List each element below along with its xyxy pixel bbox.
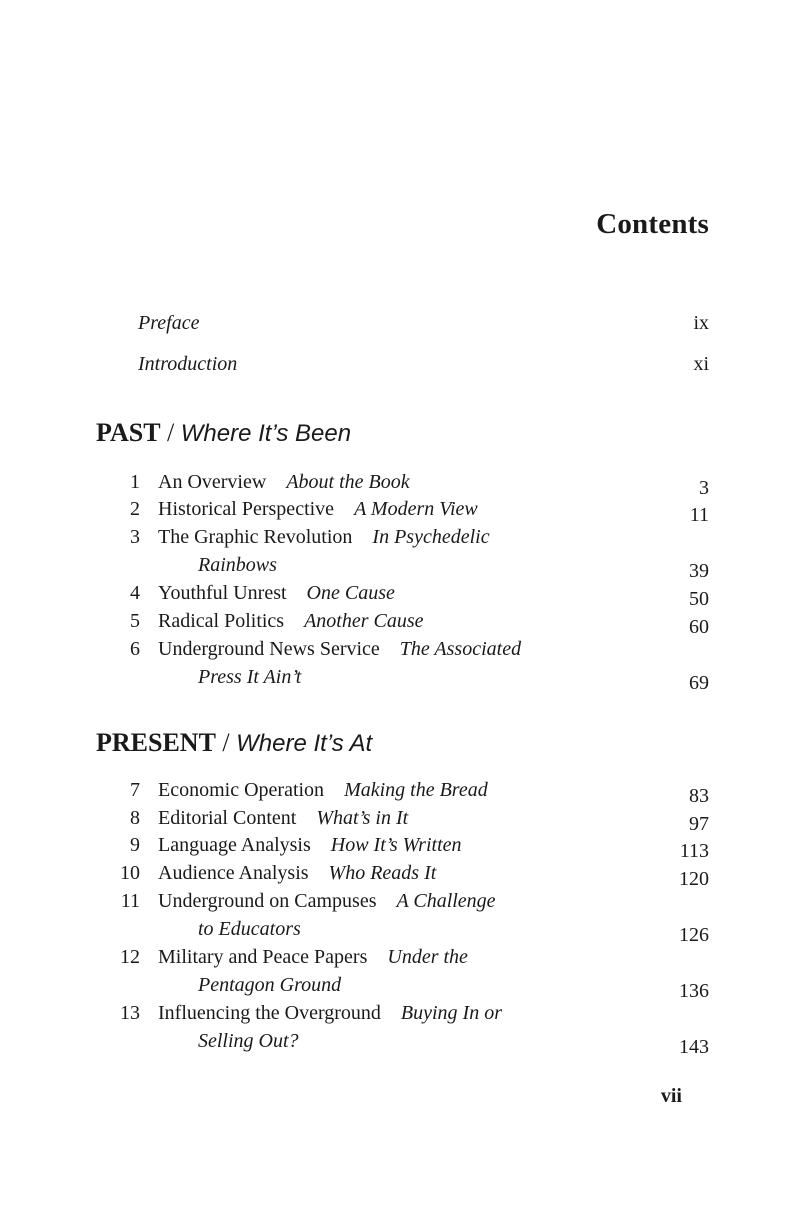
chapter-subtitle: Under the <box>387 946 468 968</box>
section-subtitle: Where It’s Been <box>180 420 352 447</box>
chapter-subtitle: Another Cause <box>304 610 424 632</box>
page-folio: vii <box>660 1085 682 1107</box>
chapter-number: 5 <box>130 610 140 632</box>
front-matter-preface[interactable] <box>138 312 709 342</box>
chapter-number: 3 <box>130 526 140 548</box>
chapter-entry[interactable] <box>100 860 709 888</box>
chapter-title: Editorial Content <box>158 807 297 829</box>
front-matter-page: ix <box>693 312 709 334</box>
section-separator: / <box>167 418 175 447</box>
chapter-page: 120 <box>679 868 709 890</box>
front-matter-title: Preface <box>138 312 200 334</box>
chapter-subtitle: A Challenge <box>396 890 496 912</box>
chapter-entry[interactable] <box>100 1000 709 1058</box>
chapter-subtitle: About the Book <box>286 471 410 493</box>
chapter-title: Underground News Service <box>158 638 380 660</box>
section-subtitle: Where It’s At <box>236 730 373 757</box>
chapter-title: Language Analysis <box>158 834 311 856</box>
chapter-page: 97 <box>689 813 709 835</box>
chapter-number: 11 <box>120 890 140 912</box>
chapter-title: Audience Analysis <box>158 862 309 884</box>
chapter-number: 10 <box>120 862 140 884</box>
chapter-page: 136 <box>679 979 709 1002</box>
chapter-number: 8 <box>130 807 140 829</box>
section-part: PRESENT <box>96 728 216 757</box>
front-matter-introduction[interactable] <box>138 353 709 383</box>
chapter-subtitle: The Associated <box>399 638 522 660</box>
chapter-title: Underground on Campuses <box>158 890 377 912</box>
section-heading-past <box>96 418 351 448</box>
chapter-title: An Overview <box>158 471 267 493</box>
chapter-title: Military and Peace Papers <box>158 946 368 968</box>
front-matter-title: Introduction <box>138 353 238 375</box>
chapter-number: 4 <box>130 582 140 604</box>
chapter-title: Influencing the Overground <box>158 1002 381 1024</box>
chapter-page: 113 <box>679 840 709 862</box>
chapter-number: 9 <box>130 834 140 856</box>
chapter-entry[interactable] <box>100 805 709 833</box>
chapter-subtitle: What’s in It <box>316 807 409 829</box>
chapter-subtitle: How It’s Written <box>330 834 462 856</box>
section-part: PAST <box>96 418 161 447</box>
chapter-page: 83 <box>689 785 709 807</box>
chapter-page: 39 <box>689 559 709 582</box>
chapter-subtitle: Making the Bread <box>344 779 488 801</box>
chapter-title: Radical Politics <box>158 610 285 632</box>
chapter-entry[interactable] <box>100 888 709 946</box>
chapter-page: 50 <box>689 588 709 610</box>
chapter-number: 1 <box>130 471 140 493</box>
chapter-entry[interactable] <box>100 580 709 608</box>
section-separator: / <box>222 728 230 757</box>
chapter-page: 60 <box>689 616 709 638</box>
chapter-number: 2 <box>130 498 140 520</box>
chapter-entry[interactable] <box>100 608 709 636</box>
chapter-entry[interactable] <box>100 777 709 805</box>
chapter-entry[interactable] <box>100 496 709 524</box>
chapter-subtitle-continued: to Educators <box>198 917 301 940</box>
chapter-subtitle-continued: Rainbows <box>198 553 277 576</box>
chapter-entry[interactable] <box>100 469 709 497</box>
chapter-title: Economic Operation <box>158 779 325 801</box>
chapter-subtitle-continued: Press It Ain’t <box>198 665 302 688</box>
chapter-page: 69 <box>689 671 709 694</box>
chapter-subtitle: A Modern View <box>354 498 478 520</box>
chapter-number: 13 <box>120 1002 140 1024</box>
chapter-subtitle-continued: Pentagon Ground <box>198 973 342 996</box>
section-heading-present <box>96 728 372 758</box>
page-title: Contents <box>596 208 709 240</box>
chapter-number: 7 <box>130 779 140 801</box>
chapter-entry[interactable] <box>100 636 709 694</box>
chapter-subtitle: One Cause <box>306 582 395 604</box>
chapter-title: Youthful Unrest <box>158 582 287 604</box>
chapter-entry[interactable] <box>100 944 709 1002</box>
chapter-page: 3 <box>699 477 709 499</box>
chapter-entry[interactable] <box>100 832 709 860</box>
chapter-number: 6 <box>130 638 140 660</box>
chapter-title: The Graphic Revolution <box>158 526 353 548</box>
chapter-title: Historical Perspective <box>158 498 335 520</box>
chapter-page: 11 <box>689 504 709 526</box>
chapter-subtitle: Who Reads It <box>328 862 437 884</box>
chapter-number: 12 <box>120 946 140 968</box>
chapter-subtitle-continued: Selling Out? <box>198 1029 299 1052</box>
front-matter-page: xi <box>693 353 709 375</box>
chapter-page: 143 <box>679 1035 709 1058</box>
chapter-entry[interactable] <box>100 524 709 582</box>
chapter-subtitle: Buying In or <box>400 1002 502 1024</box>
chapter-subtitle: In Psychedelic <box>372 526 490 548</box>
chapter-page: 126 <box>679 923 709 946</box>
